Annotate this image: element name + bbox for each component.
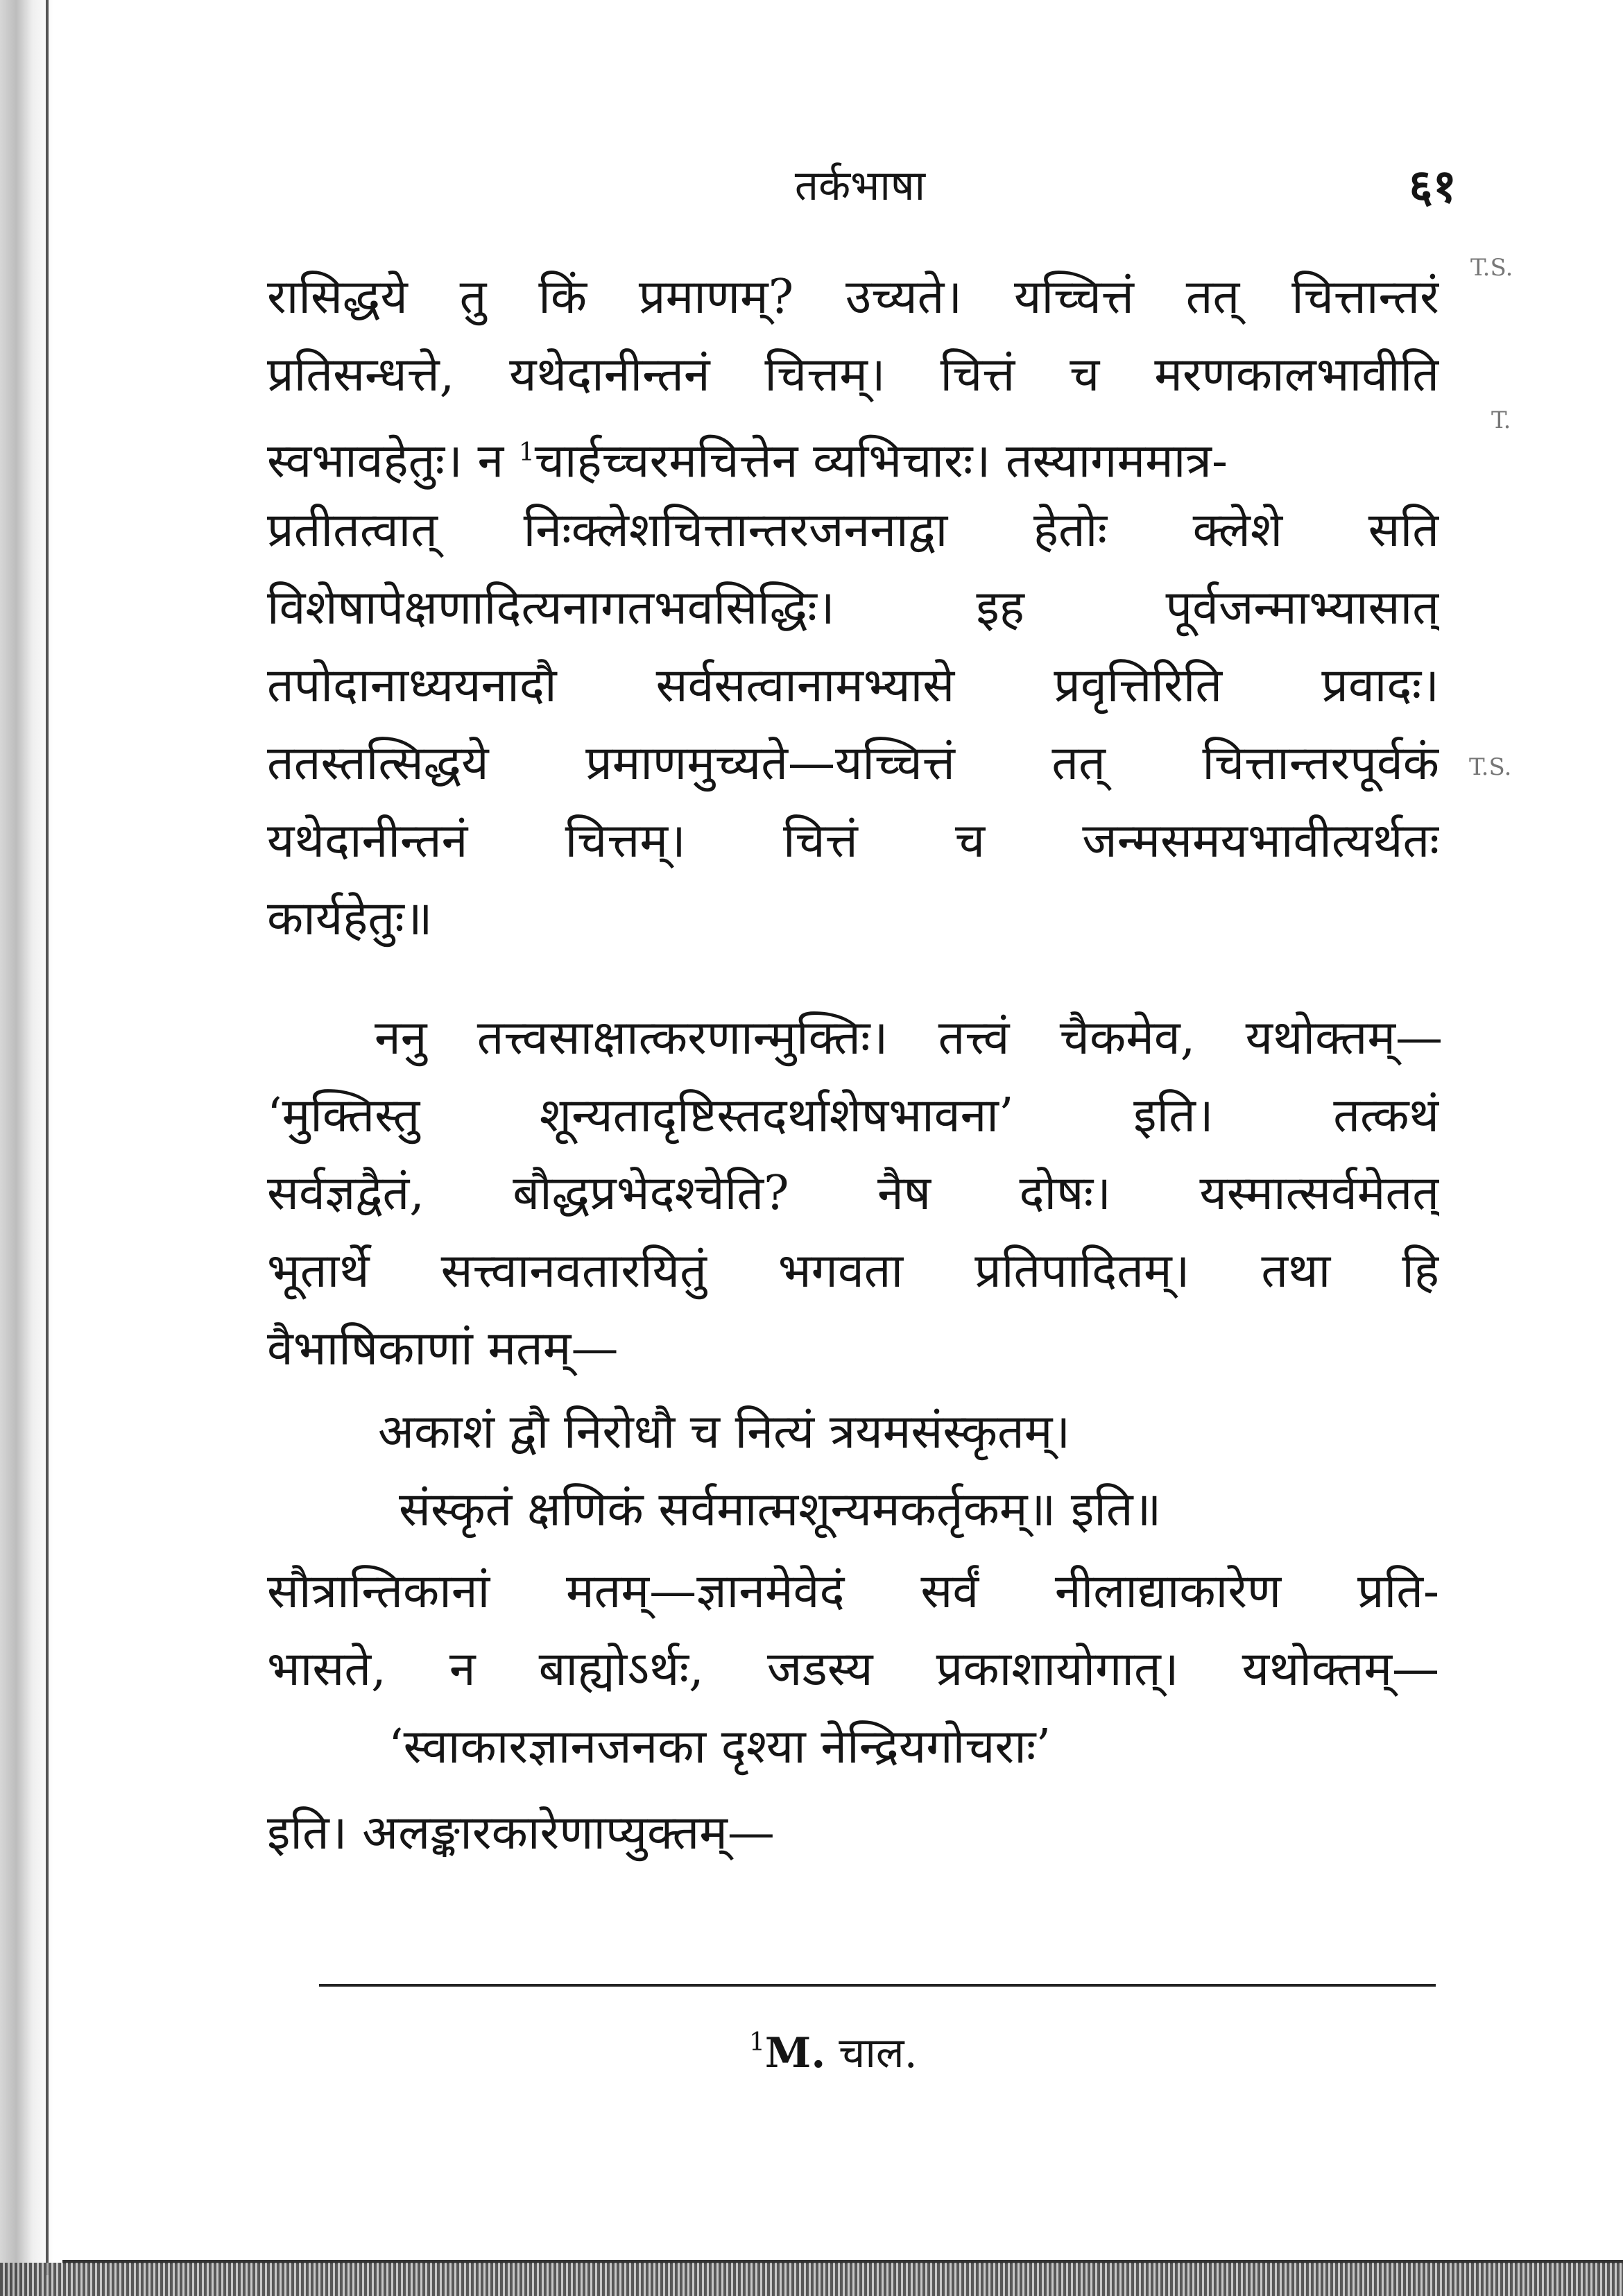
text-line: विशेषापेक्षणादित्यनागतभवसिद्धिः। इह पूर्वजन्माभ्यासात्: [267, 581, 1439, 635]
text-line: सौत्रान्तिकानां मतम्—ज्ञानमेवेदं सर्वं नीलाद्याकारेण प्रति-: [267, 1564, 1439, 1619]
text-line: भासते, न बाह्योऽर्थः, जडस्य प्रकाशायोगात्। यथोक्तम्—: [267, 1642, 1439, 1697]
text-line: कार्यहेतुः॥: [267, 891, 433, 946]
footnote-reference: 1: [518, 438, 535, 467]
margin-annotation: T.S.: [1470, 254, 1513, 282]
footnote: [749, 2008, 1027, 2077]
text-line: यथेदानीन्तनं चित्तम्। चित्तं च जन्मसमयभावीत्यर्थतः: [267, 814, 1439, 868]
margin-annotation: T.: [1491, 406, 1511, 434]
text-line: सर्वज्ञद्वैतं, बौद्धप्रभेदश्चेति? नैष दोषः। यस्मात्सर्वमेतत्: [267, 1166, 1439, 1221]
verse-line: अकाशं द्वौ निरोधौ च नित्यं त्रयमसंस्कृतम्।: [378, 1405, 1071, 1459]
text-line: वैभाषिकाणां मतम्—: [267, 1321, 619, 1376]
page-number: ६१: [1409, 159, 1457, 213]
binding-edge-line: [46, 0, 49, 2275]
text-line: ततस्तत्सिद्धये प्रमाणमुच्यते—यच्चित्तं तत् चित्तान्तरपूर्वकं: [267, 736, 1439, 791]
footnote-abbreviation: M.: [764, 2029, 826, 2077]
text-line: प्रतिसन्धत्ते, यथेदानीन्तनं चित्तम्। चित्तं च मरणकालभावीति: [267, 348, 1439, 402]
text-segment: चार्हच्चरमचित्तेन व्यभिचारः। तस्यागममात्र-: [534, 434, 1228, 489]
text-segment: स्वभावहेतुः। न: [267, 434, 504, 489]
text-line-with-footnote: [267, 415, 1439, 491]
text-line: भूतार्थे सत्त्वानवतारयितुं भगवता प्रतिपादितम्। तथा हि: [267, 1244, 1439, 1299]
footnote-marker: 1: [749, 2028, 765, 2057]
text-line: ननु तत्त्वसाक्षात्करणान्मुक्तिः। तत्त्वं चैकमेव, यथोक्तम्—: [375, 1011, 1443, 1065]
text-line: प्रतीतत्वात् निःक्लेशचित्तान्तरजननाद्वा हेतोः क्लेशे सति: [267, 503, 1439, 558]
text-line: तपोदानाध्ययनादौ सर्वसत्वानामभ्यासे प्रवृत्तिरिति प्रवादः।: [267, 658, 1439, 713]
footnote-rule: [319, 1984, 1436, 1987]
quoted-verse: ‘स्वाकारज्ञानजनका दृश्या नेन्द्रियगोचराः’: [388, 1720, 1051, 1774]
text-line: ‘मुक्तिस्तु शून्यतादृष्टिस्तदर्थाशेषभावना’ इति। तत्कथं: [267, 1088, 1439, 1143]
running-header: तर्कभाषा: [794, 162, 926, 210]
footnote-text: चाल.: [839, 2029, 918, 2077]
text-line: रासिद्धये तु किं प्रमाणम्? उच्यते। यच्चित्तं तत् चित्तान्तरं: [267, 270, 1439, 325]
margin-annotation: T.S.: [1469, 753, 1512, 781]
verse-line: संस्कृतं क्षणिकं सर्वमात्मशून्यमकर्तृकम्॥ इति॥: [399, 1482, 1162, 1537]
binding-shadow-bottom: [0, 2263, 1623, 2296]
text-line: इति। अलङ्कारकारेणाप्युक्तम्—: [267, 1806, 775, 1860]
